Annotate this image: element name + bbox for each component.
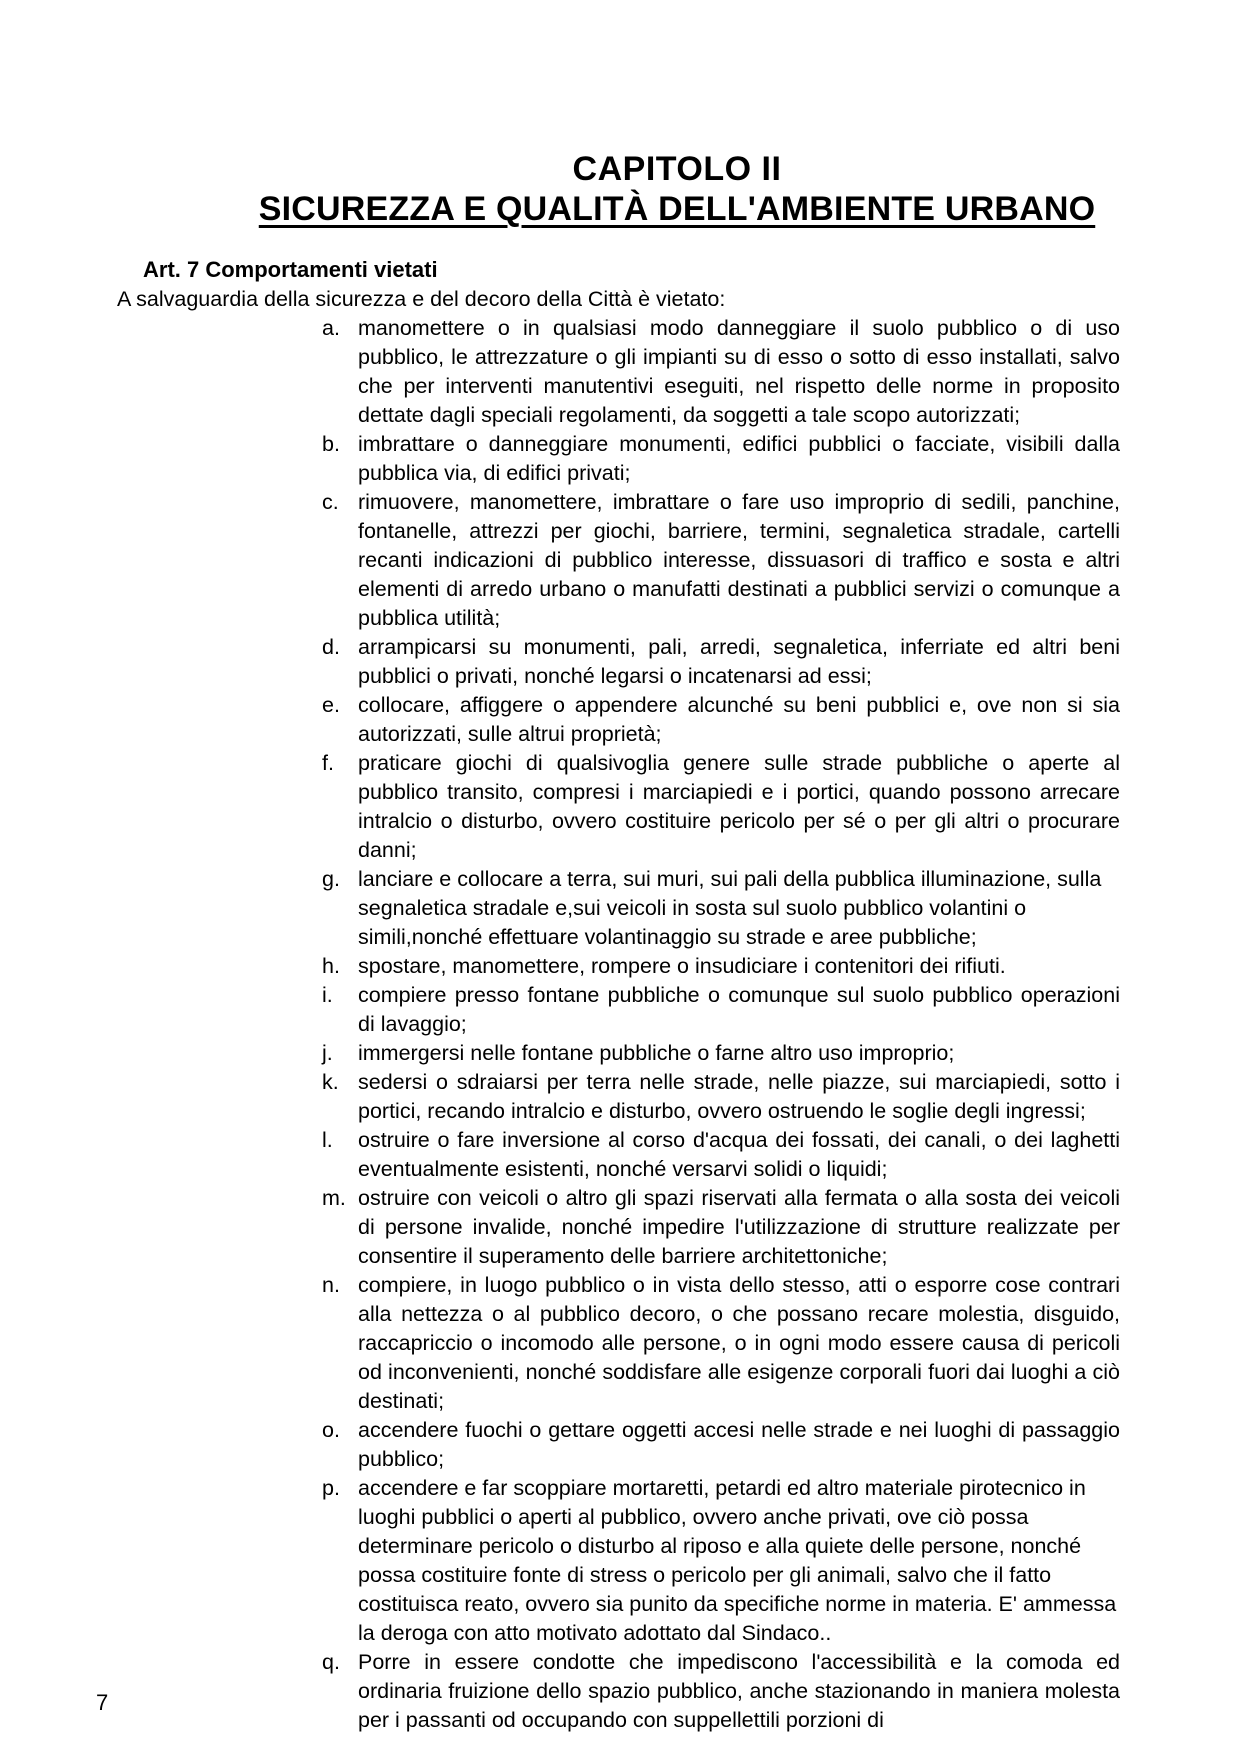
list-item-text: lanciare e collocare a terra, sui muri, sui pali della pubblica illuminazione, sulla segnaletica stradale e,sui veicoli in sosta sul suolo pubblico volantini o simili,nonché effettuare volantinaggio su strade e aree pubbliche;	[358, 867, 1102, 949]
list-item-marker: l.	[322, 1128, 333, 1152]
list-item	[322, 1416, 1120, 1474]
list-item-text: immergersi nelle fontane pubbliche o farne altro uso improprio;	[358, 1041, 955, 1065]
list-item-marker: i.	[322, 983, 333, 1007]
list-item-marker: f.	[322, 751, 334, 775]
list-item-text: compiere, in luogo pubblico o in vista dello stesso, atti o esporre cose contrari alla nettezza o al pubblico decoro, o che possano recare molestia, disguido, raccapriccio o incomodo alle persone, o in ogni modo essere causa di pericoli od inconvenienti, nonché soddisfare alle esigenze corporali fuori dai luoghi a ciò destinati;	[358, 1273, 1120, 1413]
list-item-text: accendere e far scoppiare mortaretti, petardi ed altro materiale pirotecnico in luoghi pubblici o aperti al pubblico, ovvero anche privati, ove ciò possa determinare pericolo o disturbo al riposo e alla quiete delle persone, nonché possa costituire fonte di stress o pericolo per gli animali, salvo che il fatto costituisca reato, ovvero sia punito da specifiche norme in materia. E' ammessa la deroga con atto motivato adottato dal Sindaco..	[358, 1476, 1117, 1645]
list-item-marker: g.	[322, 867, 340, 891]
list-item	[322, 1271, 1120, 1416]
list-item-text: ostruire o fare inversione al corso d'acqua dei fossati, dei canali, o dei laghetti eventualmente esistenti, nonché versarvi solidi o liquidi;	[358, 1128, 1120, 1181]
prohibited-behaviors-list	[322, 314, 1120, 1735]
list-item-text: spostare, manomettere, rompere o insudiciare i contenitori dei rifiuti.	[358, 954, 1006, 978]
list-item-text: manomettere o in qualsiasi modo danneggiare il suolo pubblico o di uso pubblico, le attrezzature o gli impianti su di esso o sotto di esso installati, salvo che per interventi manutentivi eseguiti, nel rispetto delle norme in proposito dettate dagli speciali regolamenti, da soggetti a tale scopo autorizzati;	[358, 316, 1120, 427]
list-item	[322, 981, 1120, 1039]
list-item-marker: p.	[322, 1476, 340, 1500]
chapter-subtitle-text: SICUREZZA E QUALITÀ DELL'AMBIENTE URBANO	[258, 190, 1096, 228]
list-item-marker: a.	[322, 316, 340, 340]
list-item-marker: k.	[322, 1070, 339, 1094]
list-item	[322, 865, 1120, 952]
list-item-marker: n.	[322, 1273, 340, 1297]
list-item-marker: o.	[322, 1418, 340, 1442]
list-item	[322, 1184, 1120, 1271]
list-item	[322, 430, 1120, 488]
intro-text: A salvaguardia della sicurezza e del decoro della Città è vietato:	[117, 287, 726, 311]
page-number: 7	[96, 1690, 109, 1715]
list-item	[322, 691, 1120, 749]
chapter-title: CAPITOLO II	[572, 150, 782, 188]
list-item-text: arrampicarsi su monumenti, pali, arredi, segnaletica, inferriate ed altri beni pubblici o privati, nonché legarsi o incatenarsi ad essi;	[358, 635, 1120, 688]
list-item-marker: h.	[322, 954, 340, 978]
list-item	[322, 1068, 1120, 1126]
list-item	[322, 749, 1120, 865]
list-item-text: sedersi o sdraiarsi per terra nelle strade, nelle piazze, sui marciapiedi, sotto i portici, recando intralcio e disturbo, ovvero ostruendo le soglie degli ingressi;	[358, 1070, 1120, 1123]
list-item	[322, 1039, 1120, 1068]
list-item-text: collocare, affiggere o appendere alcunché su beni pubblici e, ove non si sia autorizzati, sulle altrui proprietà;	[358, 693, 1120, 746]
chapter-subtitle	[114, 191, 1240, 228]
article-heading: Art. 7 Comportamenti vietati	[143, 257, 438, 282]
list-item	[322, 488, 1120, 633]
list-item-text: rimuovere, manomettere, imbrattare o fare uso improprio di sedili, panchine, fontanelle, attrezzi per giochi, barriere, termini, segnaletica stradale, cartelli recanti indicazioni di pubblico interesse, dissuasori di traffico e sosta e altri elementi di arredo urbano o manufatti destinati a pubblici servizi o comunque a pubblica utilità;	[358, 490, 1120, 630]
list-item-marker: d.	[322, 635, 340, 659]
list-item	[322, 1126, 1120, 1184]
list-item-text: praticare giochi di qualsivoglia genere sulle strade pubbliche o aperte al pubblico transito, compresi i marciapiedi e i portici, quando possono arrecare intralcio o disturbo, ovvero costituire pericolo per sé o per gli altri o procurare danni;	[358, 751, 1120, 862]
list-item-text: imbrattare o danneggiare monumenti, edifici pubblici o facciate, visibili dalla pubblica via, di edifici privati;	[358, 432, 1120, 485]
list-item	[322, 952, 1120, 981]
list-item-marker: q.	[322, 1650, 340, 1674]
list-item-text: accendere fuochi o gettare oggetti accesi nelle strade e nei luoghi di passaggio pubblico;	[358, 1418, 1120, 1471]
list-item	[322, 1648, 1120, 1735]
list-item-text: Porre in essere condotte che impediscono l'accessibilità e la comoda ed ordinaria fruizione dello spazio pubblico, anche stazionando in maniera molesta per i passanti od occupando con suppellettili porzioni di	[358, 1650, 1120, 1732]
list-item-text: ostruire con veicoli o altro gli spazi riservati alla fermata o alla sosta dei veicoli di persone invalide, nonché impedire l'utilizzazione di strutture realizzate per consentire il superamento delle barriere architettoniche;	[358, 1186, 1120, 1268]
list-item	[322, 314, 1120, 430]
list-item	[322, 633, 1120, 691]
list-item	[322, 1474, 1120, 1648]
list-item-marker: m.	[322, 1186, 346, 1210]
list-item-text: compiere presso fontane pubbliche o comunque sul suolo pubblico operazioni di lavaggio;	[358, 983, 1120, 1036]
list-item-marker: c.	[322, 490, 339, 514]
list-item-marker: b.	[322, 432, 340, 456]
list-item-marker: j.	[322, 1041, 333, 1065]
list-item-marker: e.	[322, 693, 340, 717]
